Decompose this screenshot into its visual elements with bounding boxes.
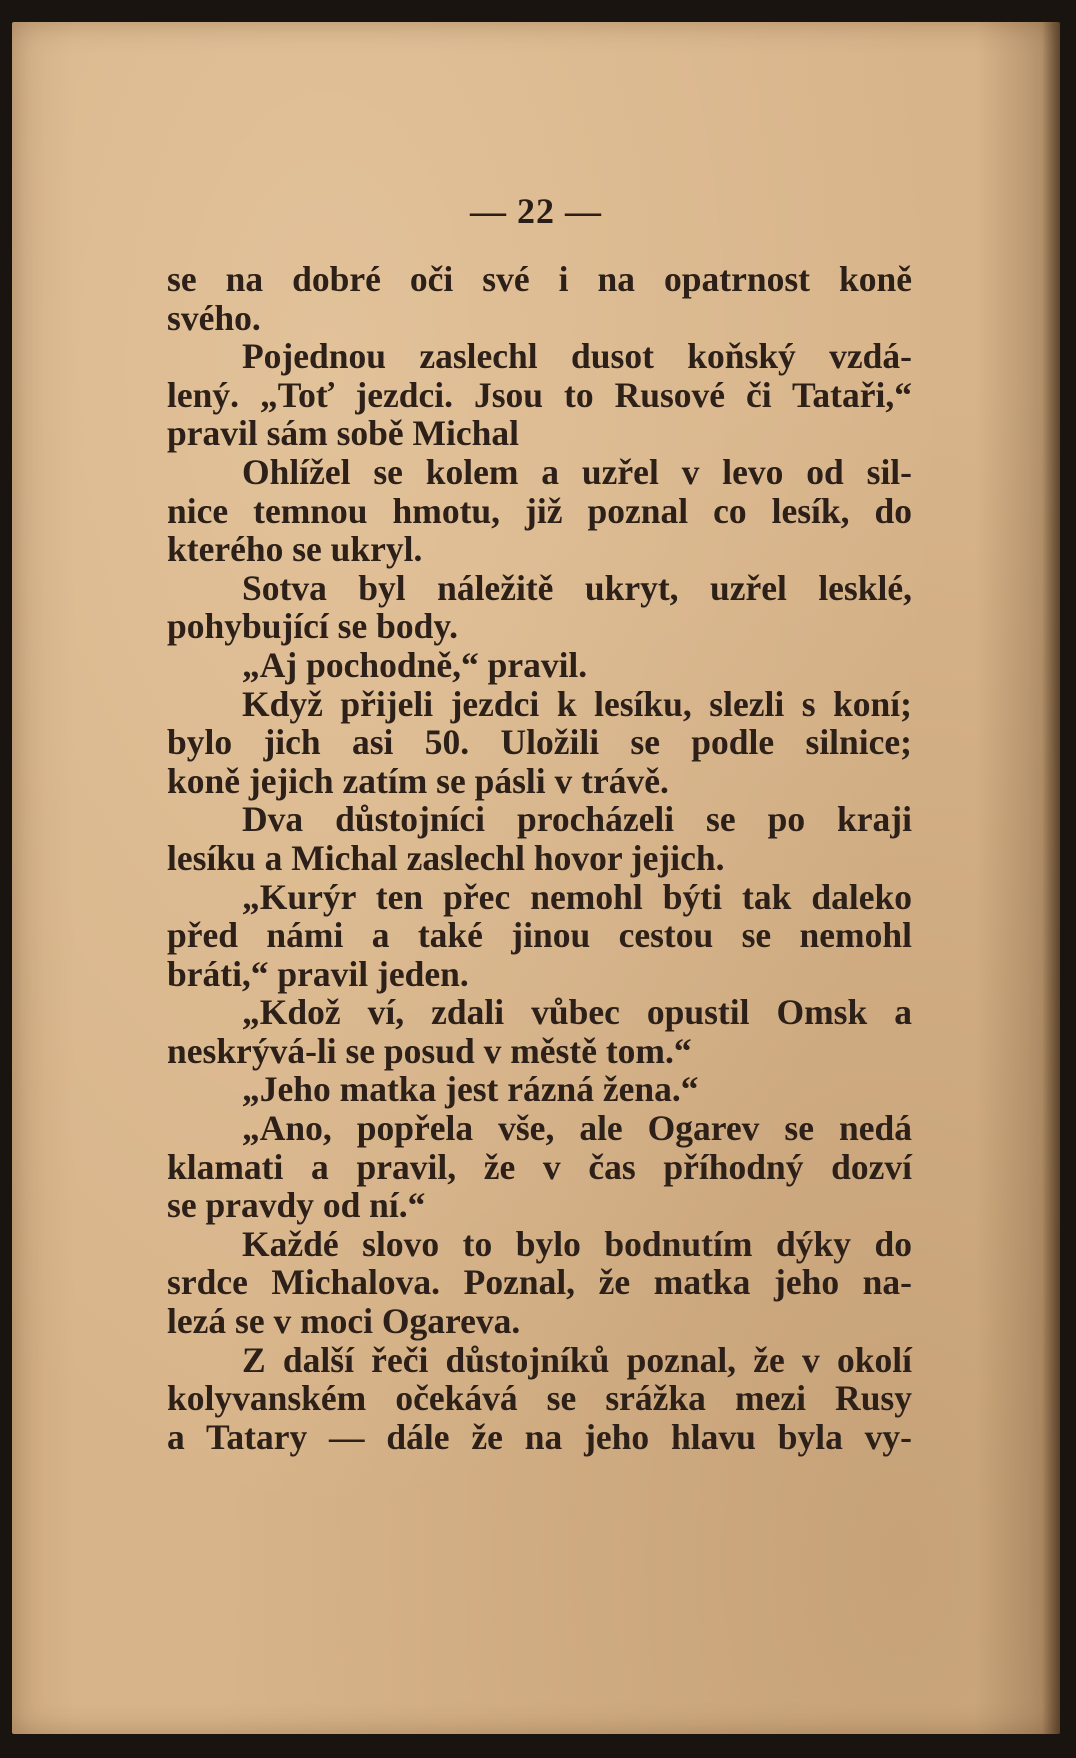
text-line: pravil sám sobě Michal — [167, 413, 520, 454]
text-line: před námi a také jinou cestou se nemohl — [167, 915, 912, 956]
page-edge-shadow — [1042, 22, 1060, 1734]
text-line: klamati a pravil, že v čas příhodný dozví — [167, 1146, 912, 1187]
text-line: neskrývá-li se posud v městě tom.“ — [167, 1030, 692, 1071]
text-line: Když přijeli jezdci k lesíku, slezli s koní; — [242, 683, 912, 724]
text-line: bráti,“ pravil jeden. — [167, 953, 469, 994]
text-line: pohybující se body. — [167, 606, 459, 647]
text-line: Sotva byl náležitě ukryt, uzřel lesklé, — [242, 567, 912, 608]
text-line: „Kurýr ten přec nemohl býti tak daleko — [242, 876, 912, 917]
text-line: srdce Michalova. Poznal, že matka jeho na- — [167, 1262, 912, 1303]
page-number: — 22 — — [470, 191, 602, 231]
text-line: Dva důstojníci procházeli se po kraji — [242, 799, 912, 840]
text-line: „Kdož ví, zdali vůbec opustil Omsk a — [242, 992, 912, 1033]
text-line: lezá se v moci Ogareva. — [167, 1301, 521, 1342]
text-line: se pravdy od ní.“ — [167, 1185, 426, 1226]
text-line: nice temnou hmotu, již poznal co lesík, do — [167, 490, 912, 531]
text-line: „Ano, popřela vše, ale Ogarev se nedá — [242, 1108, 912, 1149]
text-line: lený. „Toť jezdci. Jsou to Rusové či Tataři,“ — [167, 374, 912, 415]
text-line: bylo jich asi 50. Uložili se podle silnice; — [167, 722, 912, 763]
text-line: se na dobré oči své i na opatrnost koně — [167, 259, 912, 299]
text-line: Každé slovo to bylo bodnutím dýky do — [242, 1223, 912, 1264]
text-line: kterého se ukryl. — [167, 529, 423, 570]
text-line: a Tatary — dále že na jeho hlavu byla vy- — [167, 1416, 912, 1457]
book-page — [12, 22, 1060, 1734]
body-text — [167, 260, 912, 1456]
text-line: „Jeho matka jest rázná žena.“ — [242, 1069, 699, 1110]
text-line: koně jejich zatím se pásli v trávě. — [167, 760, 669, 801]
text-line: Z další řeči důstojníků poznal, že v okolí — [242, 1339, 912, 1380]
text-line: Ohlížel se kolem a uzřel v levo od sil- — [242, 451, 912, 492]
text-line: kolyvanském očekává se srážka mezi Rusy — [167, 1378, 912, 1419]
text-line: lesíku a Michal zaslechl hovor jejich. — [167, 837, 725, 878]
text-line: „Aj pochodně,“ pravil. — [242, 644, 588, 685]
text-line: Pojednou zaslechl dusot koňský vzdá- — [242, 336, 912, 377]
text-line: svého. — [167, 297, 261, 338]
